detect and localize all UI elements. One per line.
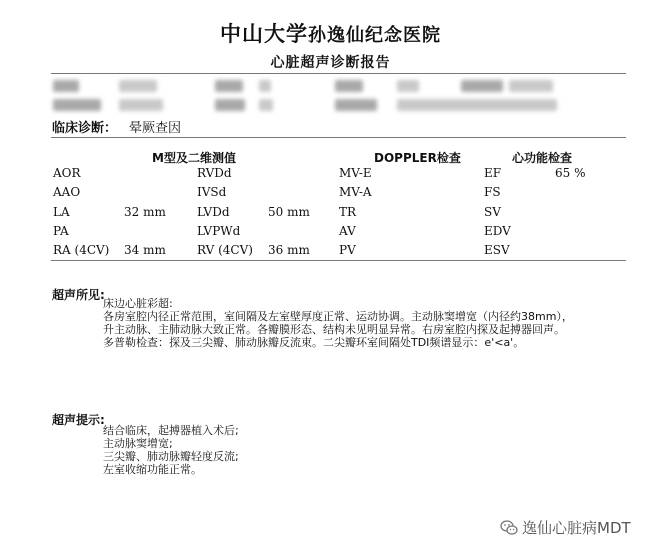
function-label: SV [484, 205, 501, 219]
function-label: ESV [484, 243, 510, 257]
measure-label: LVPWd [197, 224, 241, 238]
impression-line: 三尖瓣、肺动脉瓣轻度反流; [103, 450, 239, 463]
hospital-name [0, 18, 661, 48]
findings-title: 超声所见: [52, 288, 105, 302]
measure-value: 32 mm [124, 205, 166, 219]
redacted-patient-row-2 [51, 97, 626, 113]
findings-line: 多普勒检查：探及三尖瓣、肺动脉瓣反流束。二尖瓣环室间隔处TDI频谱显示：e'<a'。 [103, 336, 525, 349]
redacted-patient-row-1 [51, 78, 626, 94]
m-mode-header: M型及二维测值 [152, 151, 236, 165]
hospital-name-main: 中山大学 [220, 22, 308, 46]
wechat-icon [500, 520, 518, 536]
watermark [500, 517, 631, 538]
findings-line: 升主动脉、主肺动脉大致正常。各瓣膜形态、结构未见明显异常。右房室腔内探及起搏器回声。 [103, 323, 565, 336]
impression-line: 主动脉窦增宽; [103, 437, 173, 450]
clinical-diagnosis [52, 117, 181, 136]
doppler-label: AV [339, 224, 356, 238]
clinical-diagnosis-value: 晕厥查因 [129, 121, 182, 136]
watermark-text: 逸仙心脏病MDT [522, 519, 631, 537]
measure-label: PA [53, 224, 69, 238]
measure-label: AOR [53, 166, 81, 180]
impression-line: 左室收缩功能正常。 [103, 463, 202, 476]
measure-label: LA [53, 205, 70, 219]
report-title: 心脏超声诊断报告 [270, 55, 391, 71]
measure-label: IVSd [197, 185, 227, 199]
hospital-name-rest: 孙逸仙纪念医院 [308, 25, 441, 46]
impression-line: 结合临床，起搏器植入术后; [103, 424, 239, 437]
measure-label: AAO [53, 185, 81, 199]
measure-label: RV (4CV) [197, 243, 253, 257]
function-label: EF [484, 166, 502, 180]
doppler-label: MV-E [339, 166, 372, 180]
doppler-label: PV [339, 243, 356, 257]
doppler-label: MV-A [339, 185, 372, 199]
findings-line: 床边心脏彩超: [103, 297, 173, 310]
table-bottom-divider [51, 260, 626, 261]
doppler-label: TR [339, 205, 357, 219]
impression-title: 超声提示: [52, 413, 105, 427]
function-label: EDV [484, 224, 511, 238]
function-header: 心功能检查 [512, 151, 573, 165]
measure-value: 50 mm [268, 205, 310, 219]
function-value: 65 % [555, 166, 586, 180]
function-label: FS [484, 185, 501, 199]
findings-line: 各房室腔内径正常范围，室间隔及左室壁厚度正常、运动协调。主动脉窦增宽（内径约38mm）， [103, 310, 573, 323]
measure-label: LVDd [197, 205, 230, 219]
measure-value: 34 mm [124, 243, 166, 257]
measure-value: 36 mm [268, 243, 310, 257]
measure-label: RVDd [197, 166, 232, 180]
measure-label: RA (4CV) [53, 243, 110, 257]
clinical-diagnosis-label: 临床诊断： [52, 121, 118, 136]
top-divider [51, 73, 626, 74]
doppler-header: DOPPLER检查 [374, 151, 461, 165]
section-divider [51, 137, 626, 138]
